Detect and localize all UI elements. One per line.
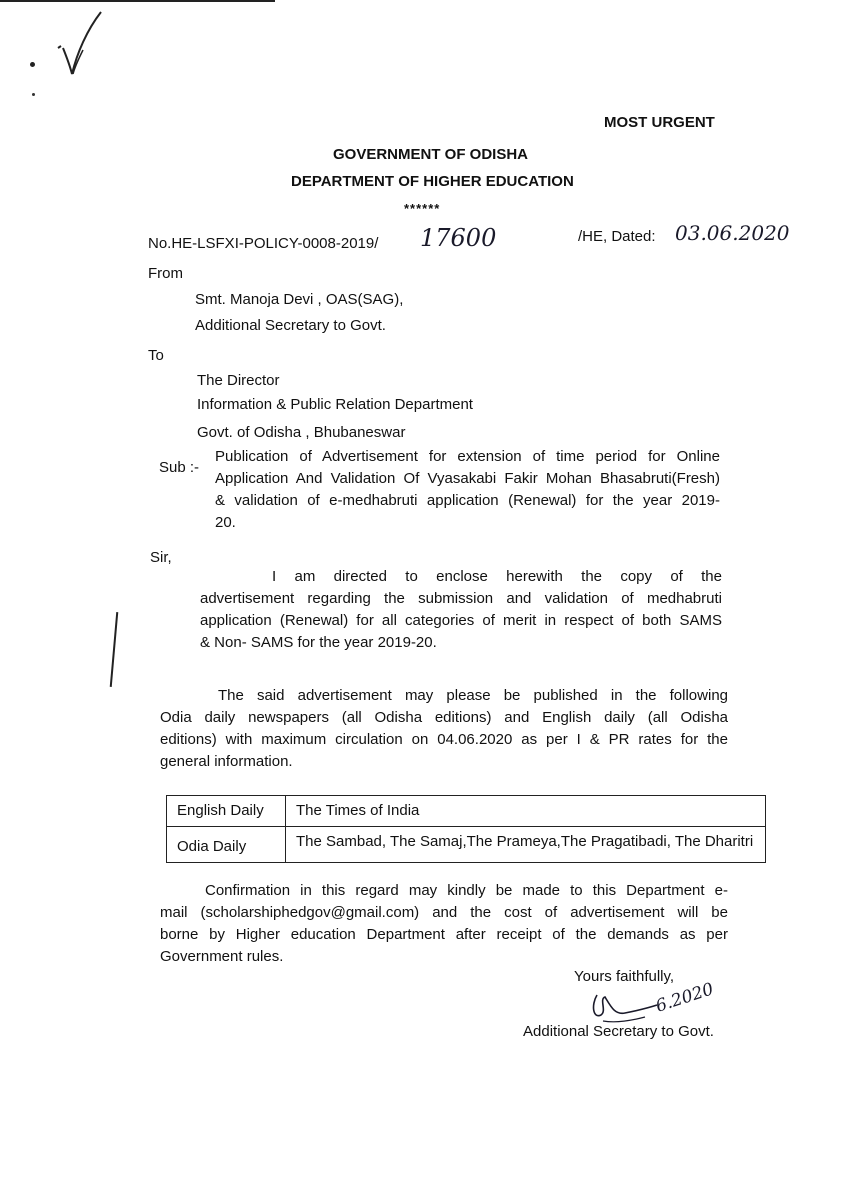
margin-mark xyxy=(110,612,119,687)
sender-name: Smt. Manoja Devi , OAS(SAG), xyxy=(195,291,404,308)
handwritten-letter-number: 17600 xyxy=(420,224,497,252)
paper-names-cell: The Sambad, The Samaj,The Prameya,The Pragatibadi, The Dharitri xyxy=(286,827,766,863)
subject-text: Publication of Advertisement for extension of time period for Online Application And Validation Of Vyasakabi Fakir Mohan Bhasabruti(Fresh) & validation of e-medhabruti application (Renewal) for the year 2019- 20. xyxy=(215,448,720,531)
newspapers-table xyxy=(166,795,766,863)
sender-designation: Additional Secretary to Govt. xyxy=(195,317,386,334)
signatory-designation: Additional Secretary to Govt. xyxy=(523,1023,714,1040)
signature-date: 6.2020 xyxy=(653,979,717,1017)
to-label: To xyxy=(148,347,164,364)
paper-type-cell: Odia Daily xyxy=(167,827,286,863)
table-row xyxy=(167,796,766,827)
paragraph-enclosure: I am directed to enclose herewith the copy of the advertisement regarding the submission and validation of medhabruti application (Renewal) for all categories of merit in respect of both SAMS & Non- SAMS for the year 2019-20. xyxy=(200,568,722,651)
scan-dot xyxy=(32,93,35,96)
paper-type-cell: English Daily xyxy=(167,796,286,827)
salutation: Sir, xyxy=(150,549,172,566)
letter-number: No.HE-LSFXI-POLICY-0008-2019/ xyxy=(148,235,379,252)
handwritten-date: 03.06.2020 xyxy=(675,221,790,245)
table-row xyxy=(167,827,766,863)
paper-names-cell: The Times of India xyxy=(286,796,766,827)
scan-dot xyxy=(30,62,35,67)
from-label: From xyxy=(148,265,183,282)
department-title: DEPARTMENT OF HIGHER EDUCATION xyxy=(291,173,574,190)
header-separator: ****** xyxy=(404,201,441,216)
scan-edge-line xyxy=(0,0,275,2)
paragraph-confirmation: Confirmation in this regard may kindly be made to this Department e- mail (scholarshiphedgov@gmail.com) and the cost of advertisement will be borne by Higher education Department after receipt of the demands as per Government rules. xyxy=(160,882,728,965)
recipient-line-1: The Director xyxy=(197,372,280,389)
dated-label: /HE, Dated: xyxy=(578,228,656,245)
government-title: GOVERNMENT OF ODISHA xyxy=(333,146,529,163)
urgency-label: MOST URGENT xyxy=(604,114,715,131)
subject-label: Sub :- xyxy=(159,459,200,476)
tick-mark xyxy=(25,8,105,98)
paragraph-publication: The said advertisement may please be published in the following Odia daily newspapers (all Odisha editions) and English daily (all Odisha editions) with maximum circulation on 04.06.2020 as per I & PR rates for the general information. xyxy=(160,687,728,770)
yours-faithfully: Yours faithfully, xyxy=(574,968,675,985)
recipient-line-3: Govt. of Odisha , Bhubaneswar xyxy=(197,424,406,441)
recipient-line-2: Information & Public Relation Department xyxy=(197,396,473,413)
